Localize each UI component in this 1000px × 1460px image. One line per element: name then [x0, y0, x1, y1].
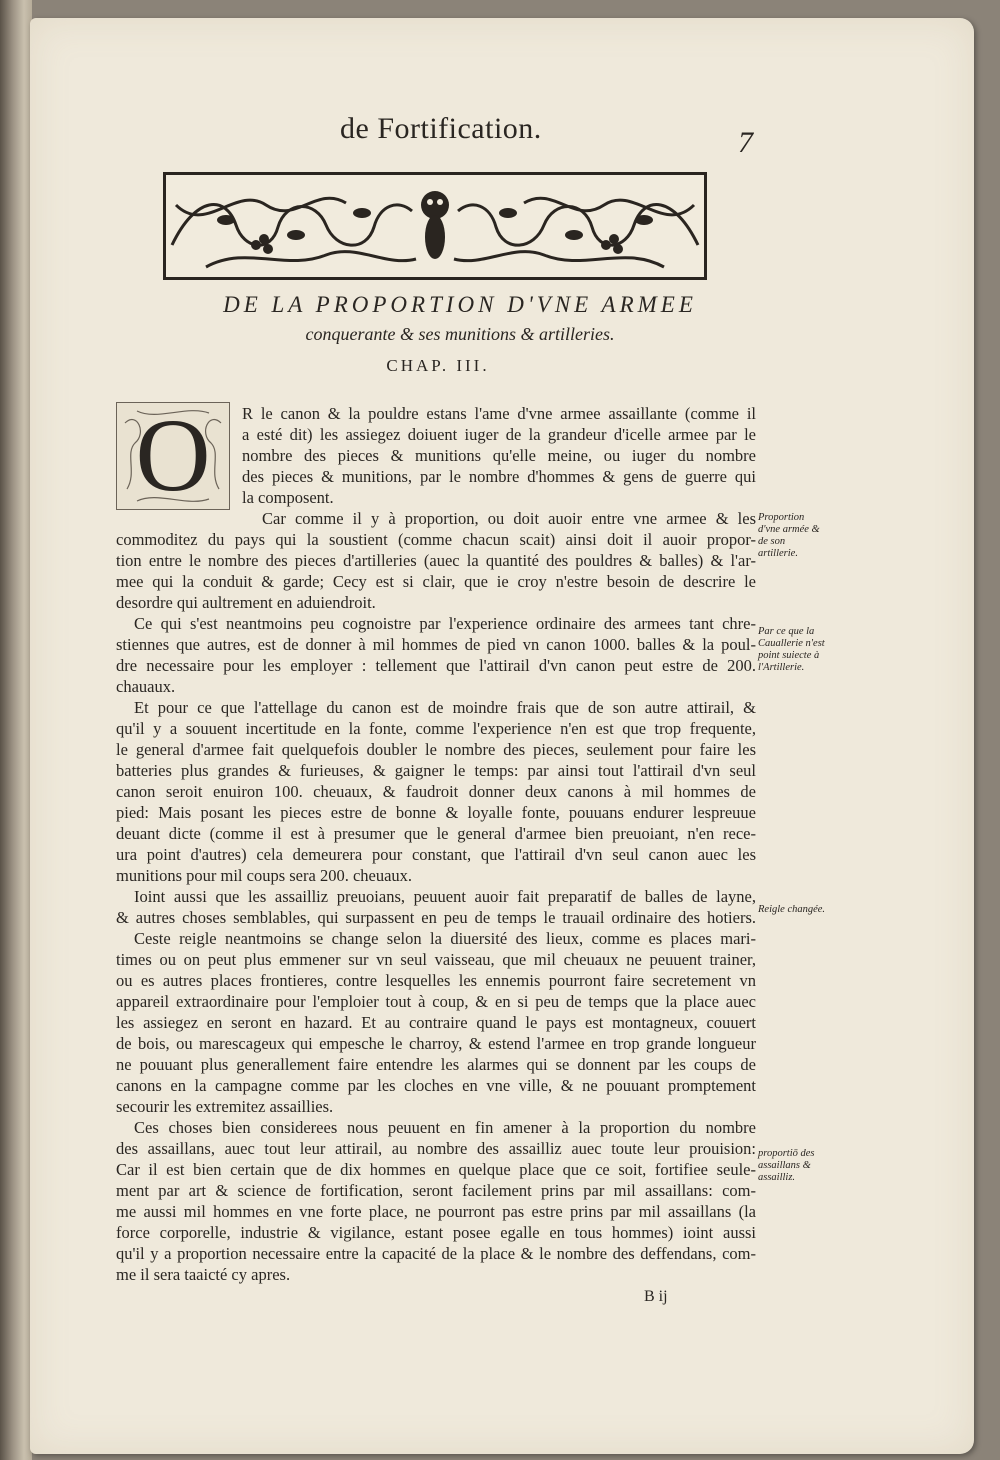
- text-line: Car il est bien certain que de dix hommes en quelque place que ce soit, fortifiee seule-: [116, 1160, 756, 1179]
- text-line: dre necessaire pour les employer : tellement que l'attirail d'vn canon peut estre de 200.: [116, 656, 756, 675]
- text-line: desordre qui aultrement en aduiendroit.: [116, 593, 376, 612]
- text-line: qu'il y a proportion necessaire entre la capacité de la place & le nombre des deffendans, com-: [116, 1244, 756, 1263]
- book-binding: [0, 0, 32, 1460]
- text-line: commoditez du pays qui la soustient (comme chacun scait) ainsi doit il auoir propor-: [116, 530, 756, 549]
- foliage-ornament-icon: [166, 175, 704, 277]
- text-line: force corporelle, industrie & vigilance, estant posee egalle en tous hommes) ioint aussi: [116, 1223, 756, 1242]
- text-line: le general d'armee fait quelquefois doubler le nombre des pieces, seulement pour faire les: [116, 740, 756, 759]
- margin-note: Proportion d'vne armée & de son artillerie.: [758, 512, 820, 559]
- text-line: des assaillans, auec tout leur attirail, au nombre des assailliz auec toute leur prouision:: [116, 1139, 756, 1158]
- text-line: times ou on peut plus emmener sur vn seul vaisseau, que mil cheuaux ne peuuent trainer,: [116, 950, 756, 969]
- text-line: appareil extraordinaire pour l'emploier tout à coup, & en si peu de temps que la place auec: [116, 992, 756, 1011]
- text-line: Ceste reigle neantmoins se change selon la diuersité des lieux, comme es places mari-: [134, 929, 756, 948]
- text-line: me aussi mil hommes en vne forte place, ne pourront pas estre prins par mil assaillans (la: [116, 1202, 756, 1221]
- chapter-subtitle: conquerante & ses munitions & artilleries.: [305, 324, 615, 344]
- text-line: deuant dicte (comme il est à presumer que le general d'armee bien preuoiant, n'en rece-: [116, 824, 756, 843]
- running-head: de Fortification.: [340, 112, 542, 145]
- text-line: chauaux.: [116, 677, 176, 696]
- chapter-number: CHAP. III.: [386, 356, 490, 375]
- text-line: & autres choses semblables, qui surpassent en peu de temps le trauail ordinaire des hotiers.: [116, 908, 756, 927]
- text-line: ura point d'autres) cela demeurera pour constant, que l'attirail d'vn seul canon auec les: [116, 845, 756, 864]
- text-line: la composent.: [242, 488, 334, 507]
- text-line: de bois, ou marescageux qui empesche le charroy, & estend l'armee en trop grande longueur: [116, 1034, 756, 1053]
- signature-mark: B ij: [644, 1288, 668, 1305]
- text-line: munitions pour mil coups sera 200. cheuaux.: [116, 866, 413, 885]
- text-line: tion entre le nombre des pieces d'artilleries (auec la quantité des pouldres & balles) & l'ar-: [116, 551, 756, 570]
- decorated-initial: [116, 398, 230, 513]
- text-line: qu'il y a souuent incertitude en la fonte, comme l'experience n'en est que trop frequente,: [116, 719, 756, 738]
- text-line: R le canon & la pouldre estans l'ame d'vne armee assaillante (comme il: [242, 404, 756, 423]
- text-line: nombre des pieces & munitions qu'elle meine, ou iuger du nombre: [242, 446, 756, 465]
- text-line: stiennes que autres, est de donner à mil hommes de pied vn canon 1000. balles & la poul-: [116, 635, 756, 654]
- text-line: me il sera taaicté cy apres.: [116, 1265, 291, 1284]
- margin-note: proportiō des assaillans & assailliz.: [758, 1148, 815, 1183]
- text-line: ne pouuant plus generallement faire entendre les alarmes qui se donnent par les coups de: [116, 1055, 756, 1074]
- text-line: Et pour ce que l'attellage du canon est de moindre frais que de son autre attirail, &: [134, 698, 756, 717]
- text-line: ment par art & science de fortification, seront facilement prins par mil assaillans: com-: [116, 1181, 756, 1200]
- text-line: ou es autres places frontieres, contre lesquelles les ennemis pourront faire secretement vn: [116, 971, 756, 990]
- margin-note: Par ce que la Cauallerie n'est point suiecte à l'Artillerie.: [758, 626, 825, 673]
- text-line: canons en la campagne comme par les cloches en vne ville, & ne pouuant promptement: [116, 1076, 756, 1095]
- margin-note: Reigle changée.: [758, 904, 826, 915]
- text-line: secourir les extremitez assaillies.: [116, 1097, 334, 1116]
- text-line: Car comme il y à proportion, ou doit auoir entre vne armee & les: [262, 509, 756, 528]
- text-line: pied: Mais posant les pieces estre de bonne & loyalle fonte, pouuans endurer lespreuue: [116, 803, 756, 822]
- text-line: Ioint aussi que les assailliz preuoians, peuuent auoir fait preparatif de balles de layne,: [134, 887, 756, 906]
- text-line: a esté dit) les assiegez doiuent iuger de la grandeur d'icelle armee par le: [242, 425, 756, 444]
- text-line: canon seroit enuiron 100. cheuaux, & faudroit donner deux canons à mil hommes de: [116, 782, 756, 801]
- ornamental-headpiece: [163, 172, 707, 280]
- page-number: 7: [738, 126, 753, 159]
- text-line: Ce qui s'est neantmoins peu cognoistre par l'experience ordinaire des armees tant chre-: [134, 614, 756, 633]
- initial-letter: O: [135, 398, 211, 513]
- text-line: les assiegez en seront en hazard. Et au contraire quand le pays est montagneux, couuert: [116, 1013, 756, 1032]
- text-line: des pieces & munitions, par le nombre d'hommes & gens de guerre qui: [242, 467, 756, 486]
- text-line: mee qui la conduit & garde; Cecy est si clair, que ie croy n'estre besoin de descrire le: [116, 572, 756, 591]
- text-line: Ces choses bien considerees nous peuuent en fin amener à la proportion du nombre: [134, 1118, 756, 1137]
- text-line: batteries plus grandes & furieuses, & gaigner le temps: par ainsi tout l'attirail d'vn seul: [116, 761, 756, 780]
- chapter-title: DE LA PROPORTION D'VNE ARMEE: [223, 292, 697, 317]
